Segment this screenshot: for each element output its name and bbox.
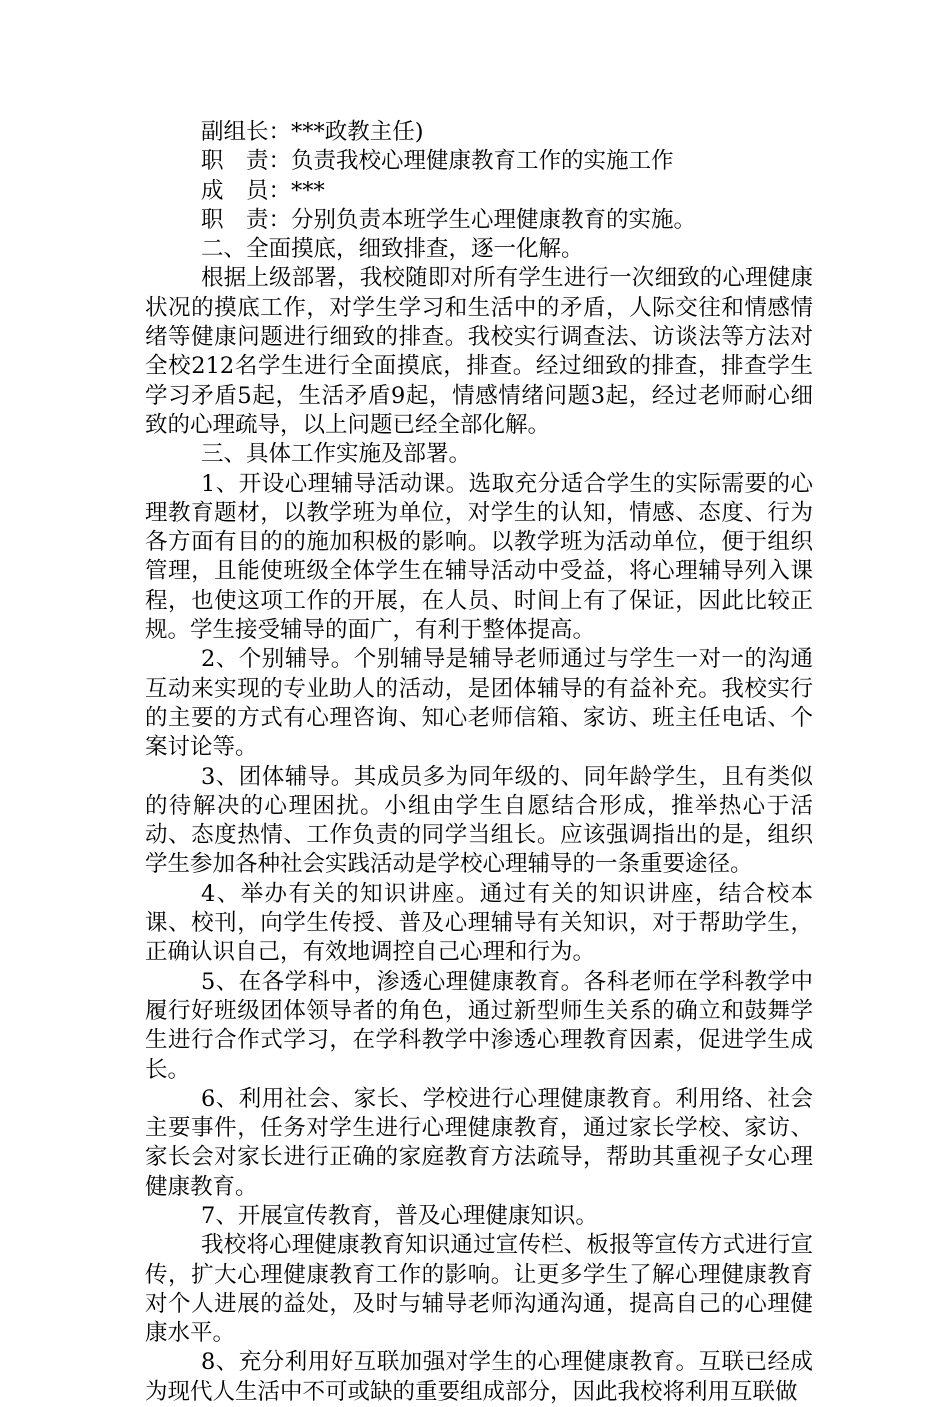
paragraph-item-2: 2、个别辅导。个别辅导是辅导老师通过与学生一对一的沟通互动来实现的专业助人的活动，是团体辅导的有益补充。我校实行的主要的方式有心理咨询、知心老师信箱、家访、班主任电话、个案讨论等。: [145, 646, 813, 761]
members-line: 成 员：***: [201, 177, 325, 204]
deputy-leader-line: 副组长：***政教主任): [201, 119, 424, 145]
members-duty-line: 职 责：分别负责本班学生心理健康教育的实施。: [201, 206, 697, 233]
paragraph-investigation: 根据上级部署，我校随即对所有学生进行一次细致的心理健康状况的摸底工作，对学生学习和生活中的矛盾，人际交往和情感情绪等健康问题进行细致的排查。我校实行调查法、访谈法等方法对全校212名学生进行全面摸底，排查。经过细致的排查，排查学生学习矛盾5起，生活矛盾9起，情感情绪问题3起，经过老师耐心细致的心理疏导，以上问题已经全部化解。: [145, 265, 813, 438]
section-heading-3: 三、具体工作实施及部署。: [201, 441, 472, 468]
paragraph-item-3: 3、团体辅导。其成员多为同年级的、同年龄学生，且有类似的待解决的心理困扰。小组由学生自愿结合形成，推举热心于活动、态度热情、工作负责的同学当组长。应该强调指出的是，组织学生参加各种社会实践活动是学校心理辅导的一条重要途径。: [145, 763, 813, 878]
paragraph-item-5: 5、在各学科中，渗透心理健康教育。各科老师在学科教学中履行好班级团体领导者的角色，通过新型师生关系的确立和鼓舞学生进行合作式学习，在学科教学中渗透心理教育因素，促进学生成长。: [145, 968, 813, 1083]
paragraph-item-7: 7、开展宣传教育，普及心理健康知识。: [201, 1202, 598, 1229]
duty-line: 职 责：负责我校心理健康教育工作的实施工作: [201, 148, 674, 175]
paragraph-item-6: 6、利用社会、家长、学校进行心理健康教育。利用络、社会主要事件，任务对学生进行心理健康教育，通过家长学校、家访、家长会对家长进行正确的家庭教育方法疏导，帮助其重视子女心理健康教育。: [145, 1085, 813, 1200]
paragraph-item-4: 4、举办有关的知识讲座。通过有关的知识讲座，结合校本课、校刊，向学生传授、普及心理辅导有关知识，对于帮助学生，正确认识自己，有效地调控自己心理和行为。: [145, 880, 813, 966]
document-body: [145, 118, 813, 1407]
paragraph-item-8: 8、充分利用好互联加强对学生的心理健康教育。互联已经成为现代人生活中不可或缺的重要组成部分，因此我校将利用互联做: [145, 1349, 813, 1405]
paragraph-publicity: 我校将心理健康教育知识通过宣传栏、板报等宣传方式进行宣传，扩大心理健康教育工作的影响。让更多学生了解心理健康教育对个人进展的益处，及时与辅导老师沟通沟通，提高自己的心理健康水平。: [145, 1232, 813, 1347]
section-heading-2: 二、全面摸底，细致排查，逐一化解。: [201, 236, 584, 263]
paragraph-item-1: 1、开设心理辅导活动课。选取充分适合学生的实际需要的心理教育题材，以教学班为单位，对学生的认知，情感、态度、行为各方面有目的的施加积极的影响。以教学班为活动单位，便于组织管理，且能使班级全体学生在辅导活动中受益，将心理辅导列入课程，也使这项工作的开展，在人员、时间上有了保证，因此比较正规。学生接受辅导的面广，有利于整体提高。: [145, 470, 813, 644]
